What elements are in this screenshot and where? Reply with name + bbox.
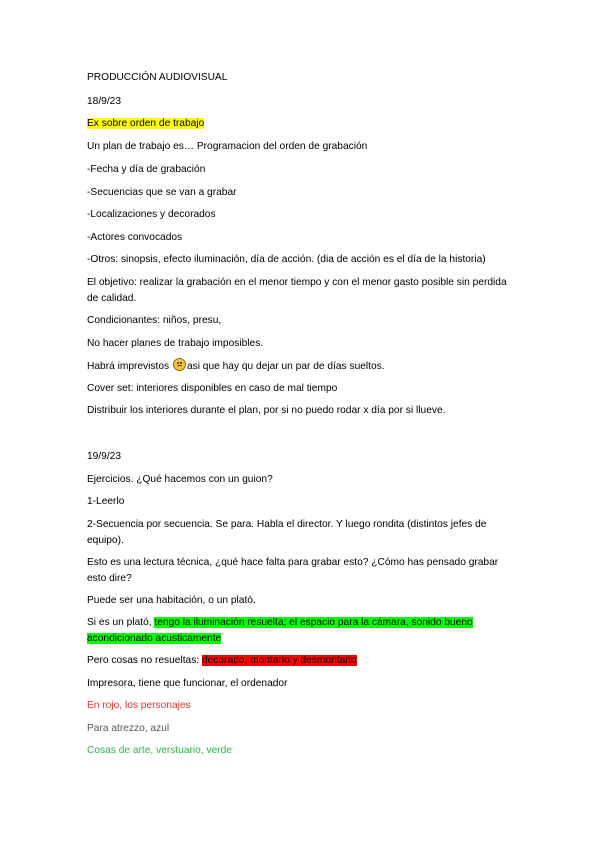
paragraph [87,615,517,647]
paragraph [87,313,517,329]
paragraph-text: Ejercicios. ¿Qué hacemos con un guion? [87,474,273,485]
paragraph-text: En rojo, los personajes [87,700,191,711]
date-heading [87,449,517,465]
date-text: 18/9/23 [87,96,121,107]
paragraph [87,139,517,155]
paragraph [87,381,517,397]
list-item-text: 1-Leerlo [87,496,125,507]
highlighted-heading: Ex sobre orden de trabajo [87,118,205,129]
paragraph-text: Pero cosas no resueltas: [87,655,200,666]
paragraph-text: Condicionantes: niños, presu, [87,315,222,326]
paragraph [87,676,517,692]
paragraph [87,403,517,419]
list-item [87,252,517,268]
paragraph [87,555,517,587]
date-text: 19/9/23 [87,451,121,462]
paragraph [87,593,517,609]
paragraph-text: Un plan de trabajo es… Programacion del orden de grabación [87,141,368,152]
highlighted-text-green: tengo la iluminación resuelta; el espacio para la cámara, sonido bueno acondicionado acusticamente [87,617,473,644]
paragraph-text: Si es un plató, [87,617,152,628]
title-text: PRODUCCIÓN AUDIOVISUAL [87,72,228,83]
paragraph-gray [87,721,517,737]
paragraph-text: Cover set: interiores disponibles en caso de mal tiempo [87,383,338,394]
paragraph-text: Habrá imprevistos [87,361,170,372]
paragraph-text: Para atrezzo, azul [87,723,170,734]
paragraph-text: No hacer planes de trabajo imposibles. [87,338,264,349]
paragraph-text: Cosas de arte, verstuario, verde [87,745,232,756]
section-heading [87,116,517,132]
list-item-text: -Secuencias que se van a grabar [87,187,237,198]
list-item [87,517,517,549]
list-item-text: -Localizaciones y decorados [87,209,216,220]
paragraph [87,336,517,352]
list-item [87,207,517,223]
highlighted-text-red: decorado, montarlo y desmontarlo [201,655,357,666]
list-item-text: 2-Secuencia por secuencia. Se para. Habla el director. Y luego rondita (distintos jefes de equipo). [87,519,487,546]
list-item [87,494,517,510]
list-item [87,230,517,246]
document-title [87,70,517,86]
paragraph-text: Distribuir los interiores durante el plan, por si no puedo rodar x día por si llueve. [87,405,446,416]
paragraph-red [87,698,517,714]
paragraph-text: asi que hay qu dejar un par de días sueltos. [186,361,385,372]
list-item [87,162,517,178]
paragraph-text: Impresora, tiene que funcionar, el ordenador [87,678,288,689]
list-item-text: -Actores convocados [87,232,183,243]
date-heading [87,94,517,110]
paragraph [87,653,517,669]
paragraph-text: Esto es una lectura técnica, ¿qué hace falta para grabar esto? ¿Cómo has pensado grabar esto dire? [87,557,499,584]
sad-face-icon [173,358,186,371]
paragraph [87,358,517,375]
paragraph-text: El objetivo: realizar la grabación en el menor tiempo y con el menor gasto posible sin perdida de calidad. [87,277,507,304]
paragraph-text: Puede ser una habitación, o un plató. [87,595,256,606]
list-item [87,185,517,201]
paragraph-green [87,743,517,759]
list-item-text: -Otros: sinopsis, efecto iluminación, día de acción. (dia de acción es el día de la historia) [87,254,486,265]
list-item-text: -Fecha y día de grabación [87,164,206,175]
paragraph [87,472,517,488]
paragraph [87,275,517,307]
